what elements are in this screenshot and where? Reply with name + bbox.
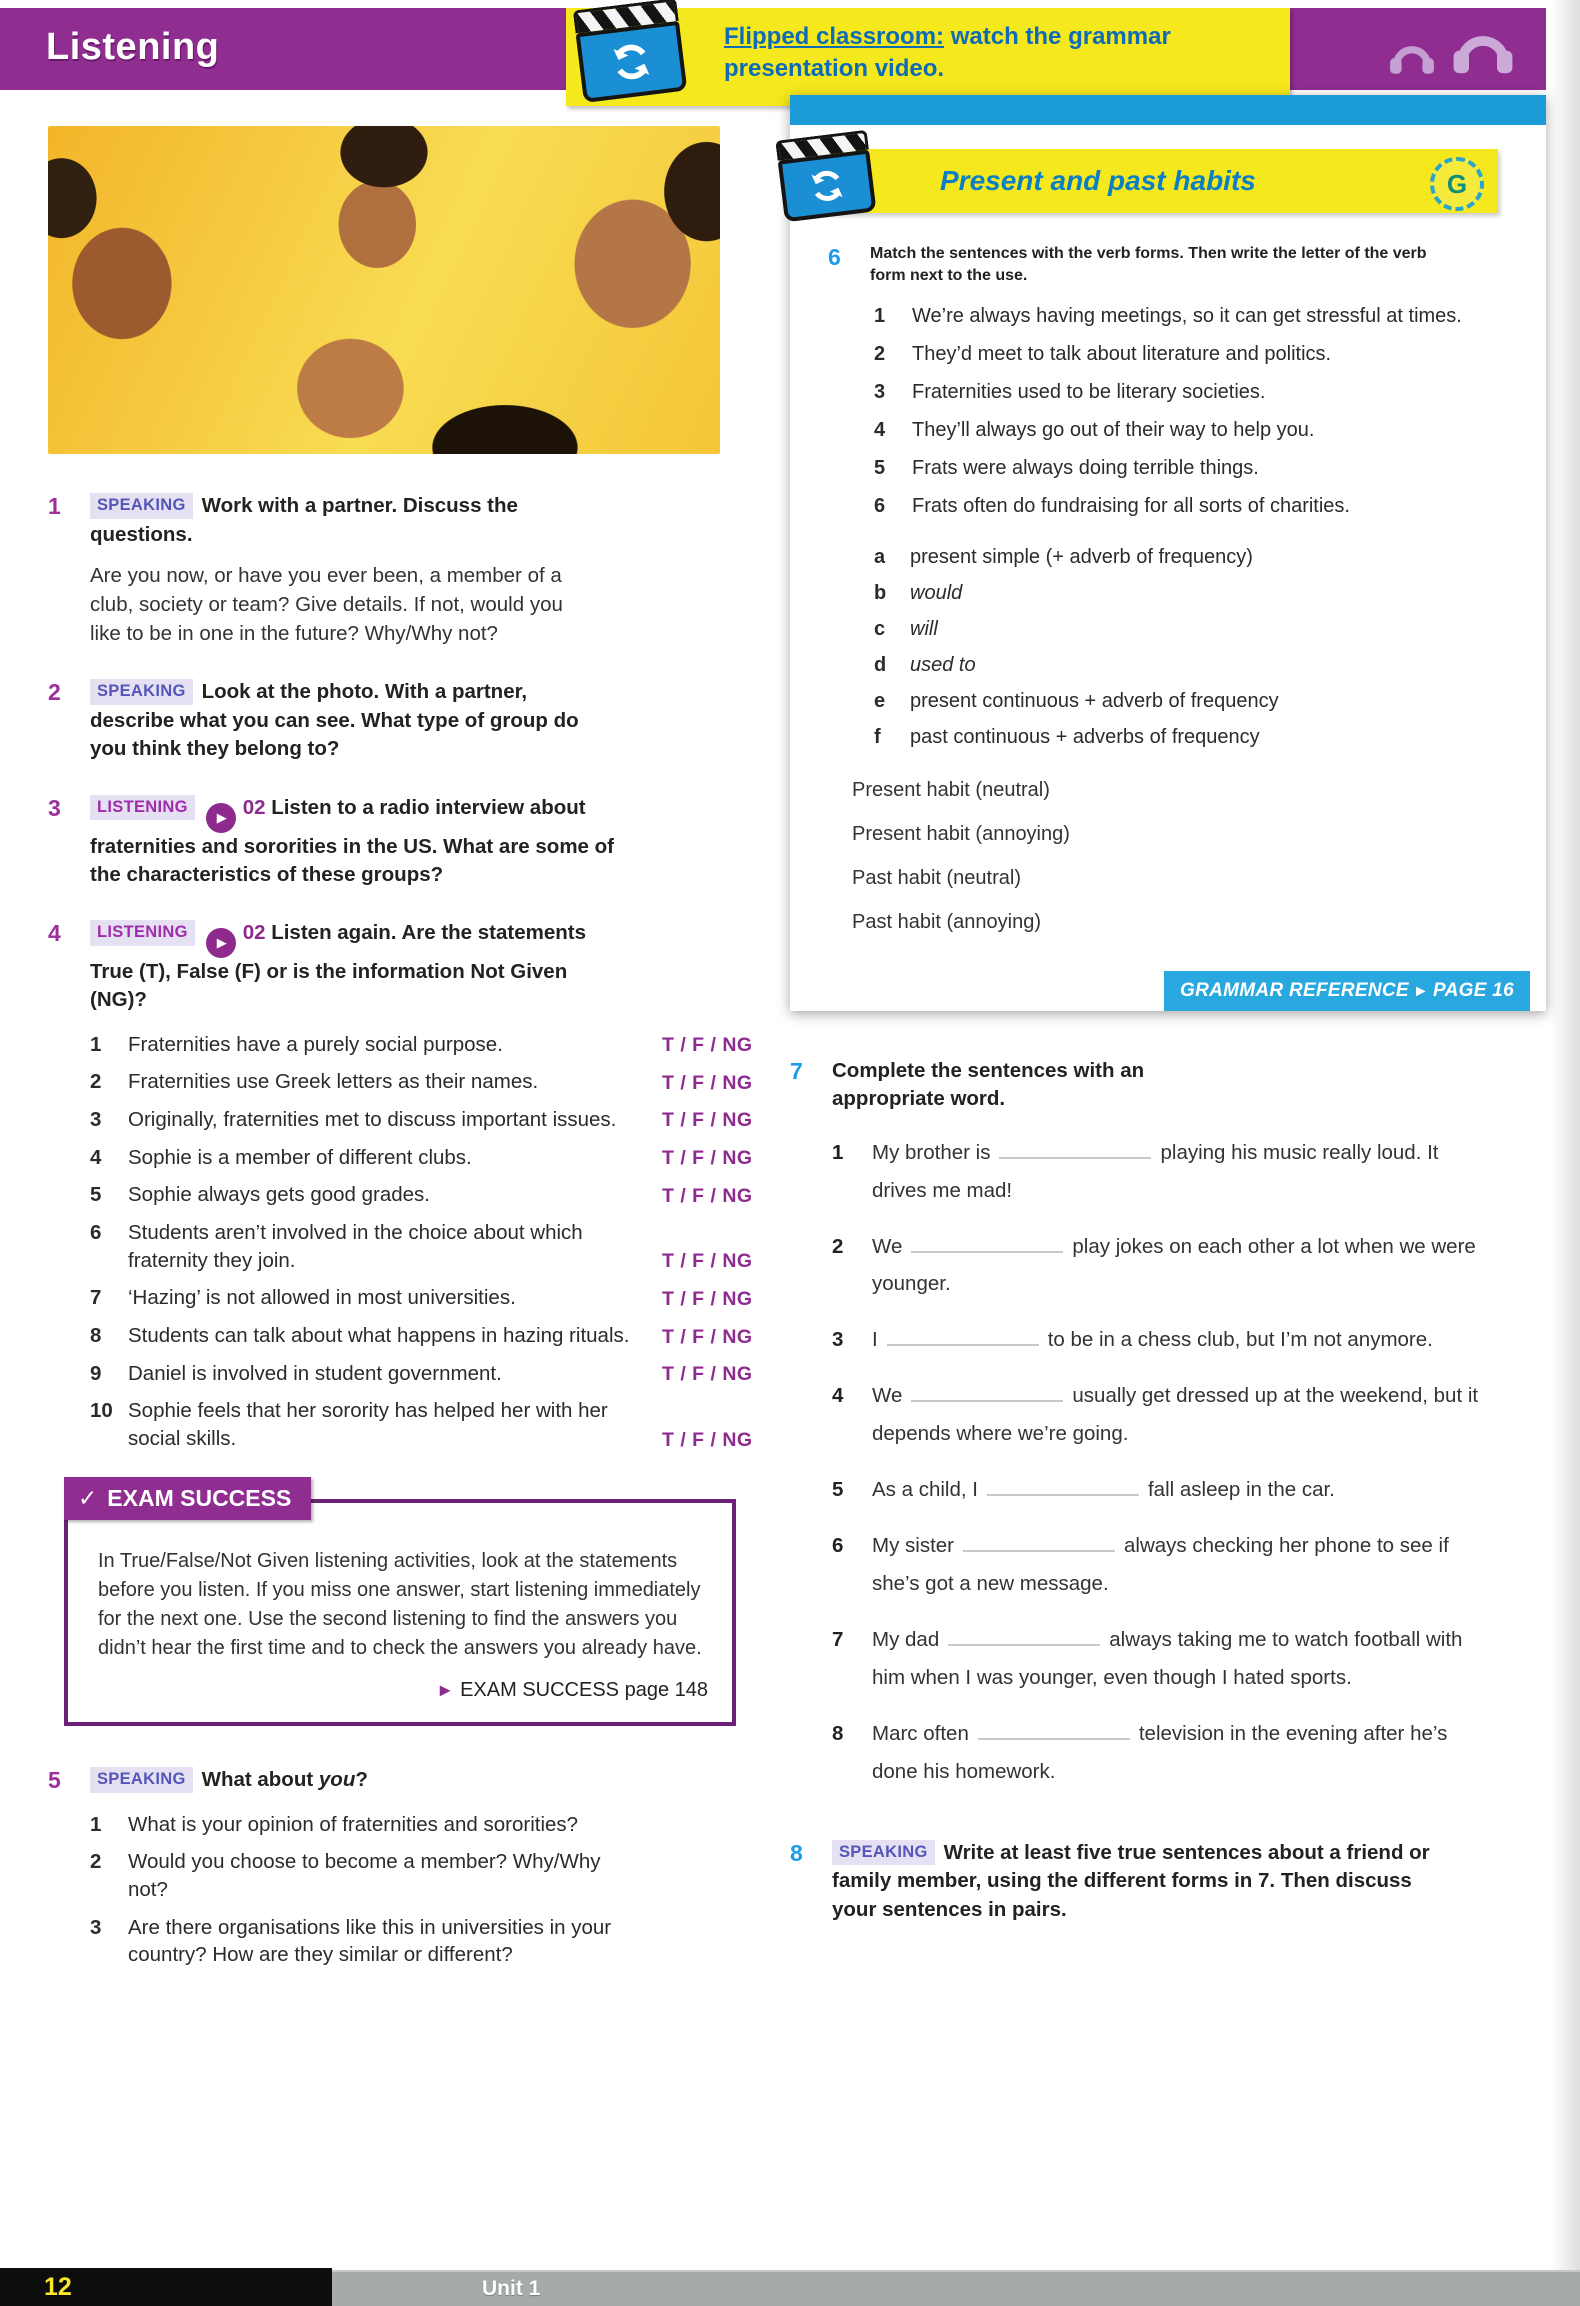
completion-pre-text: My brother is (872, 1140, 991, 1164)
sentence-number: 5 (874, 457, 886, 480)
statement-text: Originally, fraternities met to discuss important issues. (128, 1108, 617, 1132)
statement-text: Fraternities use Greek letters as their names. (128, 1070, 539, 1094)
play-icon[interactable]: ▶ (206, 928, 236, 958)
instruction-text: ? (355, 1767, 368, 1791)
exercise-instruction (90, 492, 615, 549)
statement-row (90, 1181, 754, 1209)
tfng-options[interactable]: T / F / NG (662, 1034, 753, 1057)
exercise-4 (48, 919, 754, 1463)
instruction-text: Look at the photo. With a partner, describe what you can see. What type of group do you think they belong to? (90, 680, 579, 761)
exercise-number: 8 (790, 1839, 803, 1866)
tfng-options[interactable]: T / F / NG (662, 1325, 753, 1348)
completion-number: 2 (832, 1234, 844, 1258)
sentence-text: They’ll always go out of their way to help you. (912, 419, 1315, 442)
statement-list (90, 1031, 754, 1453)
tfng-options[interactable]: T / F / NG (662, 1363, 753, 1386)
verb-form-letter: f (874, 726, 881, 749)
exercise-6 (790, 223, 1546, 934)
flipped-classroom-rest: watch the grammar presentation video. (724, 23, 1171, 82)
verb-form-text: present simple (+ adverb of frequency) (910, 546, 1253, 569)
completion-pre-text: My dad (872, 1627, 940, 1651)
footer-unit-bar (332, 2270, 1580, 2306)
question-text: Would you choose to become a member? Why/Why not? (128, 1850, 601, 1901)
grammar-title-banner (812, 149, 1498, 213)
exercise-question-text: Are you now, or have you ever been, a member of a club, society or team? Give details. If not, would you like to be in one in the future? Why/Why not? (90, 564, 563, 646)
statement-text: Sophie feels that her sorority has helped her with her social skills. (128, 1399, 608, 1451)
verb-form-text: used to (910, 654, 976, 677)
statement-row (90, 1322, 754, 1350)
instruction-text: Write at least five true sentences about a friend or family member, using the different forms in 7. Then discuss your sentences in pairs. (832, 1840, 1430, 1921)
question-row (90, 1848, 754, 1903)
speaking-tag: SPEAKING (90, 1767, 193, 1793)
clapperboard-icon (573, 0, 687, 102)
habit-use-row: Past habit (neutral) (852, 867, 1021, 890)
answer-blank[interactable] (963, 1534, 1115, 1552)
question-text: Are there organisations like this in universities in your country? How are they similar or different? (128, 1915, 612, 1967)
verb-form-text: would (910, 582, 963, 605)
grammar-box-top-bar (790, 95, 1546, 125)
verb-form-row (874, 546, 1518, 569)
habit-use-row: Past habit (annoying) (852, 911, 1042, 934)
statement-number: 7 (90, 1286, 102, 1310)
completion-number: 5 (832, 1478, 844, 1502)
listening-tag: LISTENING (90, 795, 195, 821)
statement-number: 3 (90, 1108, 102, 1132)
arrow-icon: ► (436, 1679, 455, 1700)
statement-text: Fraternities have a purely social purpose. (128, 1032, 503, 1056)
listening-tag: LISTENING (90, 920, 195, 946)
verb-form-letter: a (874, 546, 886, 569)
statement-row (90, 1144, 754, 1172)
statement-text: Students can talk about what happens in hazing rituals. (128, 1324, 630, 1348)
sentence-list (874, 303, 1518, 520)
completion-text (872, 1228, 1497, 1304)
completion-post-text: to be in a chess club, but I’m not anymore. (1047, 1328, 1433, 1352)
exercise-instruction (90, 1766, 615, 1795)
completion-post-text: usually get dressed up at the weekend, but it depends where we’re going. (872, 1384, 1479, 1446)
completion-number: 4 (832, 1384, 844, 1408)
page-number: 12 (44, 2272, 72, 2301)
completion-list (832, 1134, 1546, 1791)
left-column (48, 126, 754, 2009)
sentence-row (874, 341, 1518, 368)
verb-form-text: present continuous + adverb of frequency (910, 690, 1279, 713)
instruction-text: What about (201, 1767, 319, 1791)
instruction-text: Listen to a radio interview about fraternities and sororities in the US. What are some of the characteristics of these groups? (90, 795, 615, 886)
instruction-text-italic: you (318, 1767, 356, 1791)
grammar-section-title: Present and past habits (940, 165, 1256, 196)
completion-row (832, 1527, 1546, 1603)
audio-track-number: 02 (242, 921, 266, 945)
habit-use-list (852, 779, 1518, 934)
completion-pre-text: My sister (872, 1534, 954, 1558)
verb-form-row (874, 618, 1518, 641)
statement-row (90, 1219, 754, 1274)
question-row (90, 1811, 754, 1839)
habit-use-row: Present habit (annoying) (852, 823, 1070, 846)
verb-form-text: past continuous + adverbs of frequency (910, 726, 1260, 749)
sentence-number: 6 (874, 495, 886, 518)
completion-number: 6 (832, 1534, 844, 1558)
speaking-tag: SPEAKING (90, 679, 193, 705)
habit-use-row: Present habit (neutral) (852, 779, 1050, 802)
sentence-row (874, 303, 1518, 330)
tfng-options[interactable]: T / F / NG (662, 1071, 753, 1094)
tfng-options[interactable]: T / F / NG (662, 1428, 753, 1451)
exercise-2 (48, 678, 754, 763)
sentence-number: 2 (874, 343, 886, 366)
statement-row (90, 1031, 754, 1059)
exercise-number: 2 (48, 679, 61, 706)
page-edge-shadow (1550, 0, 1580, 2306)
completion-row (832, 1471, 1546, 1509)
sentence-text: Frats often do fundraising for all sorts of charities. (912, 495, 1350, 518)
exercise-number: 6 (828, 244, 841, 270)
exam-success-tip-text: In True/False/Not Given listening activities, look at the statements before you listen. If you miss one answer, start listening immediately for the next one. Use the second listening to find the answers you didn’t hear the first time and to check the answers you already have. (98, 1549, 702, 1659)
completion-post-text: playing his music really loud. It drives me mad! (872, 1140, 1439, 1202)
sentence-number: 1 (874, 305, 886, 328)
completion-row (832, 1377, 1546, 1453)
answer-blank[interactable] (911, 1384, 1063, 1402)
exercise-number: 3 (48, 794, 61, 821)
statement-row (90, 1068, 754, 1096)
headphones-icons (1388, 20, 1516, 76)
completion-post-text: fall asleep in the car. (1147, 1478, 1335, 1502)
grammar-reference-tab[interactable] (1164, 971, 1530, 1011)
answer-blank[interactable] (978, 1722, 1130, 1740)
completion-row (832, 1228, 1546, 1304)
footer-page-number-bar (0, 2268, 332, 2306)
play-icon[interactable]: ▶ (206, 803, 236, 833)
completion-number: 7 (832, 1627, 844, 1651)
tfng-options[interactable]: T / F / NG (662, 1109, 753, 1132)
instruction-text: Work with a partner. Discuss the questions. (90, 494, 518, 546)
unit-label: Unit 1 (482, 2277, 541, 2300)
verb-form-row (874, 726, 1518, 749)
flipped-classroom-banner (566, 8, 1290, 106)
tfng-options[interactable]: T / F / NG (662, 1250, 753, 1273)
completion-pre-text: We (872, 1234, 903, 1258)
exercise-instruction: Match the sentences with the verb forms. Then write the letter of the verb form next to the use. (870, 245, 1427, 285)
completion-post-text: always checking her phone to see if she’s got a new message. (872, 1534, 1449, 1596)
completion-pre-text: I (872, 1328, 878, 1352)
exam-success-header (64, 1477, 311, 1520)
exercise-5 (48, 1766, 754, 1979)
sentence-text: We’re always having meetings, so it can get stressful at times. (912, 305, 1462, 328)
sentence-number: 3 (874, 381, 886, 404)
exercise-3 (48, 794, 754, 890)
completion-text (872, 1621, 1497, 1697)
sentence-row (874, 417, 1518, 444)
completion-text (872, 1715, 1497, 1791)
sentence-text: They’d meet to talk about literature and politics. (912, 343, 1332, 366)
sentence-row (874, 493, 1518, 520)
completion-row (832, 1621, 1546, 1697)
headphones-icon (1388, 34, 1436, 76)
answer-blank[interactable] (999, 1141, 1151, 1159)
verb-form-list (874, 546, 1518, 749)
speaking-tag: SPEAKING (90, 493, 193, 519)
headphones-icon (1450, 20, 1516, 76)
grammar-section-box (790, 95, 1546, 1011)
statement-row (90, 1360, 754, 1388)
grammar-reference-page: PAGE 16 (1433, 980, 1514, 1002)
statement-text: Sophie is a member of different clubs. (128, 1145, 472, 1169)
tfng-options[interactable]: T / F / NG (662, 1147, 753, 1170)
statement-text: Students aren’t involved in the choice about which fraternity they join. (128, 1221, 583, 1272)
completion-pre-text: We (872, 1384, 903, 1408)
verb-form-letter: e (874, 690, 886, 713)
sync-icon (576, 21, 688, 103)
statement-number: 6 (90, 1221, 102, 1245)
tfng-options[interactable]: T / F / NG (662, 1287, 753, 1310)
question-list (90, 1811, 754, 1969)
sentence-text: Frats were always doing terrible things. (912, 457, 1259, 480)
statement-number: 10 (90, 1399, 113, 1423)
grammar-title-row (790, 147, 1546, 223)
page-title: Listening (46, 26, 220, 68)
statement-row (90, 1397, 754, 1452)
completion-number: 1 (832, 1140, 844, 1164)
exercise-number: 7 (790, 1058, 803, 1085)
completion-text (872, 1527, 1497, 1603)
sentence-row (874, 379, 1518, 406)
right-column (790, 95, 1546, 1954)
sentence-number: 4 (874, 419, 886, 442)
verb-form-letter: c (874, 618, 886, 641)
grammar-gear-icon: G (1430, 157, 1484, 211)
statement-number: 1 (90, 1032, 102, 1056)
exercise-7 (790, 1057, 1546, 1808)
statement-row (90, 1284, 754, 1312)
verb-form-letter: d (874, 654, 887, 677)
completion-row (832, 1321, 1546, 1359)
checkmark-icon: ✓ (78, 1484, 98, 1511)
flipped-classroom-text (724, 21, 1269, 84)
group-photo (48, 126, 720, 454)
exercise-number: 5 (48, 1766, 61, 1793)
sentence-row (874, 455, 1518, 482)
exercise-1 (48, 492, 754, 648)
exam-success-reference[interactable] (98, 1679, 708, 1702)
completion-pre-text: Marc often (872, 1721, 969, 1745)
exam-success-title: EXAM SUCCESS (107, 1484, 292, 1511)
verb-form-text: will (910, 618, 938, 641)
statement-text: Sophie always gets good grades. (128, 1183, 431, 1207)
flipped-classroom-link[interactable]: Flipped classroom: (724, 23, 945, 50)
speaking-tag: SPEAKING (832, 1840, 935, 1866)
completion-post-text: play jokes on each other a lot when we were younger. (872, 1234, 1476, 1296)
exercise-instruction (832, 1839, 1432, 1924)
verb-form-letter: b (874, 582, 887, 605)
exercise-instruction: Complete the sentences with an appropriate word. (832, 1059, 1145, 1111)
question-number: 3 (90, 1915, 102, 1939)
verb-form-row (874, 654, 1518, 677)
exercise-number: 4 (48, 920, 61, 947)
exercise-number: 1 (48, 493, 61, 519)
sentence-text: Fraternities used to be literary societies. (912, 381, 1266, 404)
audio-track-number: 02 (242, 795, 266, 819)
completion-row (832, 1715, 1546, 1791)
statement-number: 8 (90, 1324, 102, 1348)
exercise-instruction (90, 919, 615, 1015)
exercise-8 (790, 1839, 1546, 1924)
answer-blank[interactable] (948, 1628, 1100, 1646)
sync-icon (778, 150, 877, 223)
verb-form-row (874, 582, 1518, 605)
statement-number: 9 (90, 1361, 102, 1385)
completion-text (872, 1471, 1497, 1509)
exercise-instruction (90, 678, 615, 763)
verb-form-row (874, 690, 1518, 713)
statement-number: 5 (90, 1183, 102, 1207)
statement-number: 4 (90, 1145, 102, 1169)
arrow-icon: ► (1412, 983, 1430, 1001)
completion-pre-text: As a child, I (872, 1478, 978, 1502)
question-number: 2 (90, 1850, 102, 1874)
completion-text (872, 1321, 1497, 1359)
exam-success-box (64, 1484, 736, 1726)
clapperboard-icon (775, 130, 877, 225)
completion-post-text: television in the evening after he’s done his homework. (872, 1721, 1448, 1783)
statement-number: 2 (90, 1070, 102, 1094)
completion-number: 8 (832, 1721, 844, 1745)
completion-post-text: always taking me to watch football with him when I was younger, even though I hated sports. (872, 1627, 1463, 1689)
question-row (90, 1914, 754, 1969)
instruction-text: Listen again. Are the statements True (T), False (F) or is the information Not Given (NG)? (90, 921, 587, 1012)
statement-text: Daniel is involved in student government. (128, 1361, 502, 1385)
exam-success-reference-text: EXAM SUCCESS page 148 (460, 1678, 708, 1701)
grammar-reference-label: GRAMMAR REFERENCE (1180, 980, 1409, 1002)
completion-row (832, 1134, 1546, 1210)
completion-number: 3 (832, 1328, 844, 1352)
answer-blank[interactable] (911, 1235, 1063, 1253)
completion-text (872, 1377, 1497, 1453)
answer-blank[interactable] (887, 1328, 1039, 1346)
exercise-instruction (90, 794, 615, 890)
question-text: What is your opinion of fraternities and sororities? (128, 1812, 579, 1836)
tfng-options[interactable]: T / F / NG (662, 1184, 753, 1207)
statement-text: ‘Hazing’ is not allowed in most universities. (128, 1286, 516, 1310)
question-number: 1 (90, 1812, 102, 1836)
completion-text (872, 1134, 1497, 1210)
statement-row (90, 1106, 754, 1134)
answer-blank[interactable] (987, 1478, 1139, 1496)
